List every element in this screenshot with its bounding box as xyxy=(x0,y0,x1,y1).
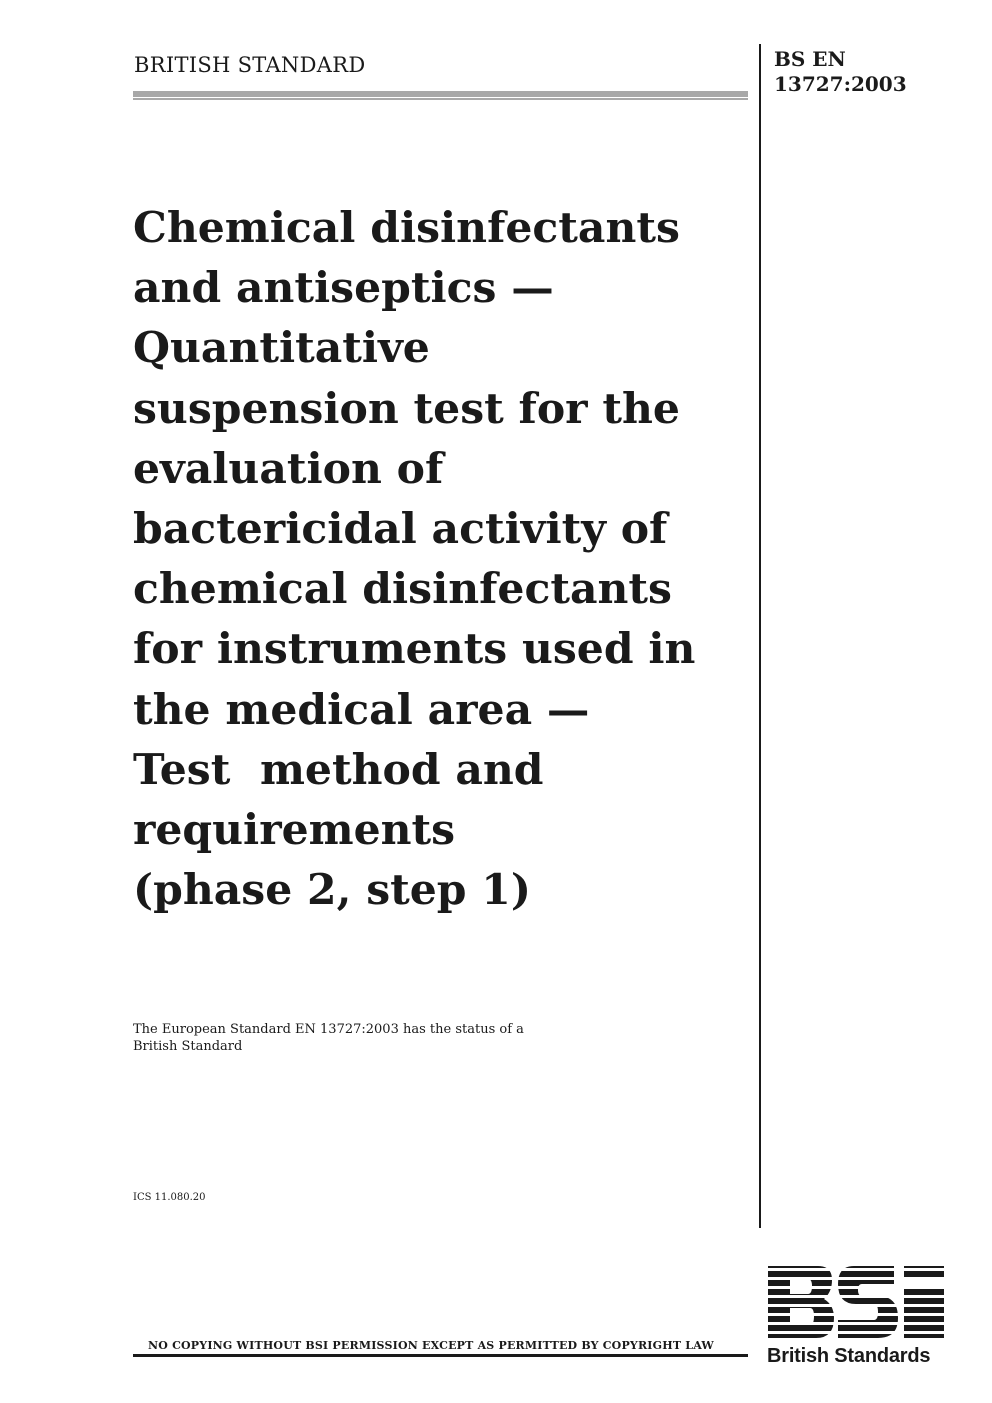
logo-caption: British Standards xyxy=(767,1345,931,1367)
ics-code: ICS 11.080.20 xyxy=(133,1192,206,1203)
vertical-divider xyxy=(759,44,761,1228)
document-number xyxy=(774,47,907,97)
title-line: the medical area — xyxy=(133,684,590,735)
footer-rule xyxy=(133,1354,748,1357)
title-line: suspension test for the xyxy=(133,383,680,434)
title-line: Chemical disinfectants xyxy=(133,203,680,253)
title-line: chemical disinfectants xyxy=(133,564,672,615)
title-line: Test method and xyxy=(133,744,544,795)
status-line: The European Standard EN 13727:2003 has the status of a xyxy=(133,1022,524,1037)
header-label: BRITISH STANDARD xyxy=(134,53,366,77)
title-line: bactericidal activity of xyxy=(133,504,668,555)
title-line: for instruments used in xyxy=(133,624,696,675)
copyright-notice: NO COPYING WITHOUT BSI PERMISSION EXCEPT AS PERMITTED BY COPYRIGHT LAW xyxy=(148,1339,714,1352)
status-statement xyxy=(133,1021,524,1055)
status-line: British Standard xyxy=(133,1039,243,1054)
document-number-line: BS EN xyxy=(774,47,846,71)
title-line: and antiseptics — xyxy=(133,263,554,314)
title-line: requirements xyxy=(133,805,456,856)
document-title xyxy=(133,198,743,920)
document-number-line: 13727:2003 xyxy=(774,72,907,96)
title-line: Quantitative xyxy=(133,323,430,374)
header-rule xyxy=(133,91,748,100)
title-line: evaluation of xyxy=(133,443,444,494)
title-line: (phase 2, step 1) xyxy=(133,865,531,916)
